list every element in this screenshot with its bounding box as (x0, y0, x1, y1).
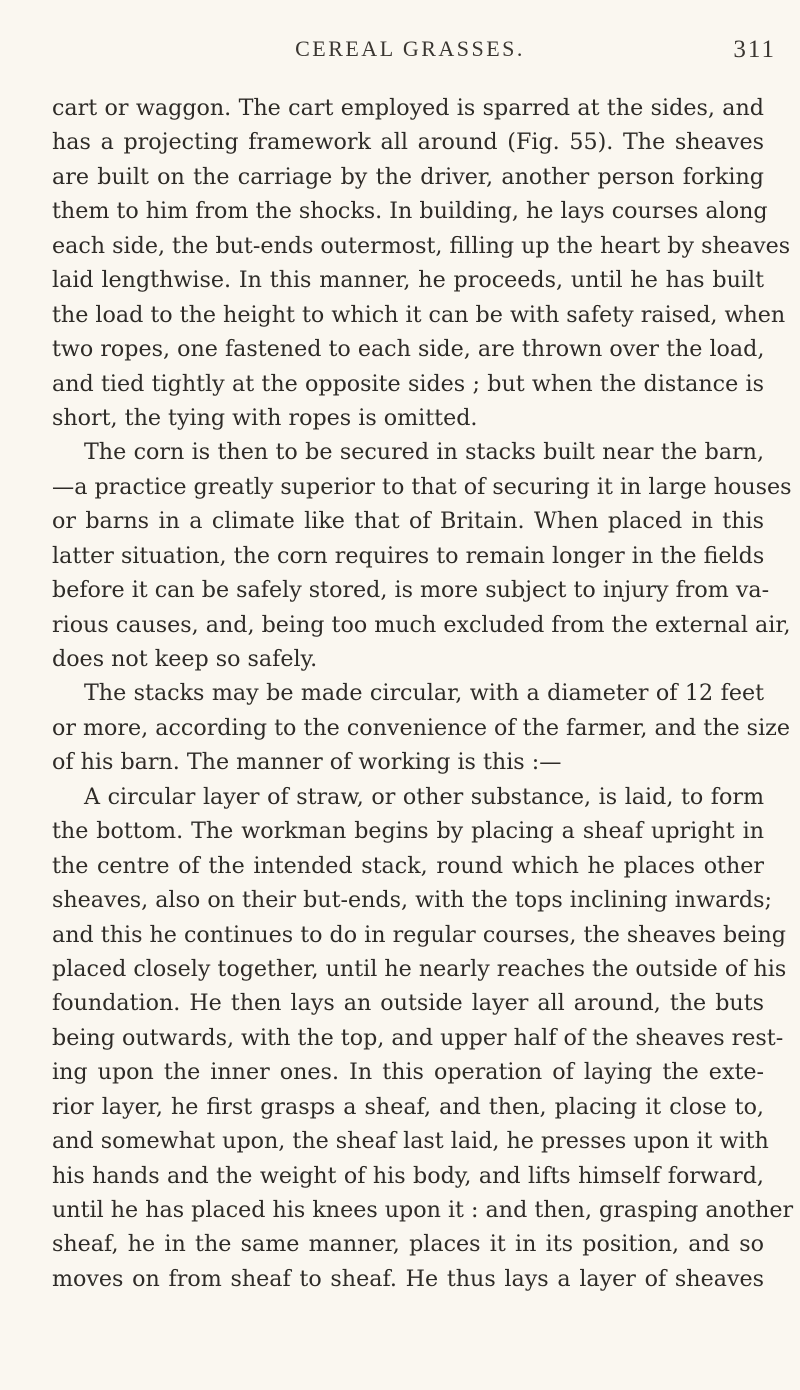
text-line: has a projecting framework all around (Fig. 55). The sheaves (52, 129, 764, 156)
text-line: or more, according to the convenience of the farmer, and the size (52, 714, 790, 741)
paragraph-2 (52, 435, 792, 676)
paragraph-1 (52, 91, 791, 435)
running-head (40, 36, 780, 76)
text-line: are built on the carriage by the driver, another person forking (52, 163, 764, 190)
text-line: sheaves, also on their but-ends, with the tops inclining inwards; (52, 887, 772, 914)
text-line: rious causes, and, being too much excluded from the external air, (52, 611, 791, 638)
text-line: until he has placed his knees upon it : and then, grasping another (52, 1197, 794, 1223)
text-line: does not keep so safely. (52, 646, 318, 672)
text-line: foundation. He then lays an outside layer all around, the buts (52, 990, 764, 1017)
text-line: sheaf, he in the same manner, places it in its position, and so (52, 1231, 764, 1258)
page-number: 311 (733, 36, 776, 63)
text-line: the centre of the intended stack, round which he places other (52, 852, 764, 879)
text-line: them to him from the shocks. In building, he lays courses along (52, 198, 768, 225)
text-line: —a practice greatly superior to that of securing it in large houses (52, 473, 792, 500)
text-line: two ropes, one fastened to each side, are thrown over the load, (52, 336, 765, 363)
text-line: The corn is then to be secured in stacks built near the barn, (84, 439, 764, 466)
text-line: or barns in a climate like that of Britain. When placed in this (52, 508, 764, 535)
text-line: the bottom. The workman begins by placing a sheaf upright in (52, 818, 764, 845)
text-line: and this he continues to do in regular courses, the sheaves being (52, 921, 786, 948)
text-line: before it can be safely stored, is more subject to injury from va- (52, 577, 770, 604)
text-line: A circular layer of straw, or other substance, is laid, to form (84, 783, 764, 810)
text-line: his hands and the weight of his body, and lifts himself forward, (52, 1162, 764, 1189)
text-line: moves on from sheaf to sheaf. He thus lays a layer of sheaves (52, 1265, 764, 1292)
text-line: cart or waggon. The cart employed is sparred at the sides, and (52, 95, 764, 121)
running-title: CEREAL GRASSES. (295, 36, 525, 61)
paragraph-4 (52, 780, 794, 1297)
text-line: placed closely together, until he nearly reaches the outside of his (52, 955, 787, 982)
text-line: the load to the height to which it can be with safety raised, when (52, 301, 786, 328)
text-line: being outwards, with the top, and upper half of the sheaves rest- (52, 1024, 784, 1051)
text-line: short, the tying with ropes is omitted. (52, 404, 478, 431)
paragraph-3 (52, 676, 790, 779)
text-line: of his barn. The manner of working is this :— (52, 749, 562, 776)
text-line: laid lengthwise. In this manner, he proceeds, until he has built (52, 267, 764, 294)
text-line: each side, the but-ends outermost, filling up the heart by sheaves (52, 232, 791, 259)
text-line: latter situation, the corn requires to remain longer in the fields (52, 542, 765, 569)
text-line: and tied tightly at the opposite sides ; but when the distance is (52, 370, 764, 397)
text-line: The stacks may be made circular, with a diameter of 12 feet (84, 680, 764, 707)
text-line: rior layer, he first grasps a sheaf, and then, placing it close to, (52, 1093, 764, 1120)
body-text (52, 91, 794, 1296)
text-line: and somewhat upon, the sheaf last laid, he presses upon it with (52, 1128, 769, 1155)
text-line: ing upon the inner ones. In this operation of laying the exte- (52, 1059, 764, 1086)
